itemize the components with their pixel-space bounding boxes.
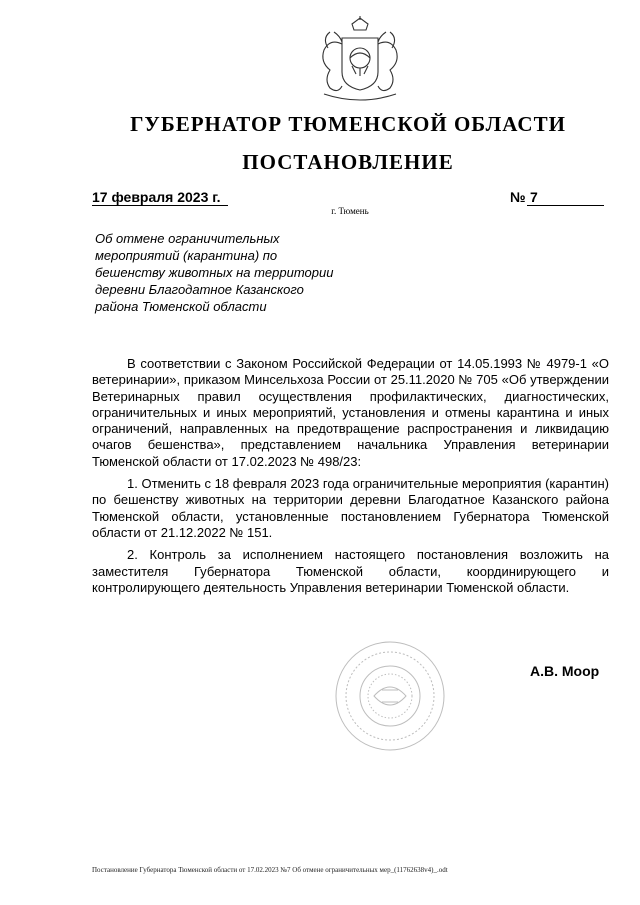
body-paragraph-preamble: В соответствии с Законом Российской Федерации от 14.05.1993 № 4979-1 «О ветеринарии», приказом Минсельхоза России от 25.11.2020 № 705 «Об утверждении Ветеринарных правил осуществления профилактических, диагностических, ограничительных и иных мероприятий, установления и отмены карантина и иных ограничений, направленных на предотвращение распространения и ликвидацию очагов бешенства», представлением начальника Управления ветеринарии Тюменской области от 17.02.2023 № 498/23: xyxy=(92,356,609,469)
subject-line: Об отмене ограничительных xyxy=(95,231,280,246)
document-type-title: ПОСТАНОВЛЕНИЕ xyxy=(242,150,454,174)
subject-line: бешенству животных на территории xyxy=(95,265,334,280)
subject-line: района Тюменской области xyxy=(95,299,267,314)
body-paragraph-item-1: 1. Отменить с 18 февраля 2023 года ограничительные мероприятия (карантин) по бешенству животных на территории деревни Благодатное Казанского района Тюменской области, установленные постановлением Губернатора Тюменской области от 21.12.2022 № 151. xyxy=(92,476,609,540)
document-body xyxy=(92,356,609,596)
document-number: 7 xyxy=(527,189,604,206)
body-paragraph-item-2: 2. Контроль за исполнением настоящего постановления возложить на заместителя Губернатора Тюменской области, координирующего и контролирующего деятельность Управления ветеринарии Тюменской области. xyxy=(92,547,609,595)
official-seal-icon xyxy=(334,640,446,752)
coat-of-arms-icon xyxy=(312,14,408,104)
subject-line: деревни Благодатное Казанского xyxy=(95,282,304,297)
document-date: 17 февраля 2023 г. xyxy=(92,189,228,206)
subject-line: мероприятий (карантина) по xyxy=(95,248,278,263)
document-subject xyxy=(95,230,365,315)
authority-title: ГУБЕРНАТОР ТЮМЕНСКОЙ ОБЛАСТИ xyxy=(130,112,566,136)
document-city: г. Тюмень xyxy=(331,206,369,216)
document-footer: Постановление Губернатора Тюменской области от 17.02.2023 №7 Об отмене ограничительных мер_(11762638v4)_.odt xyxy=(92,866,448,874)
number-sign: № xyxy=(510,189,526,205)
signatory-name: А.В. Моор xyxy=(530,663,600,679)
